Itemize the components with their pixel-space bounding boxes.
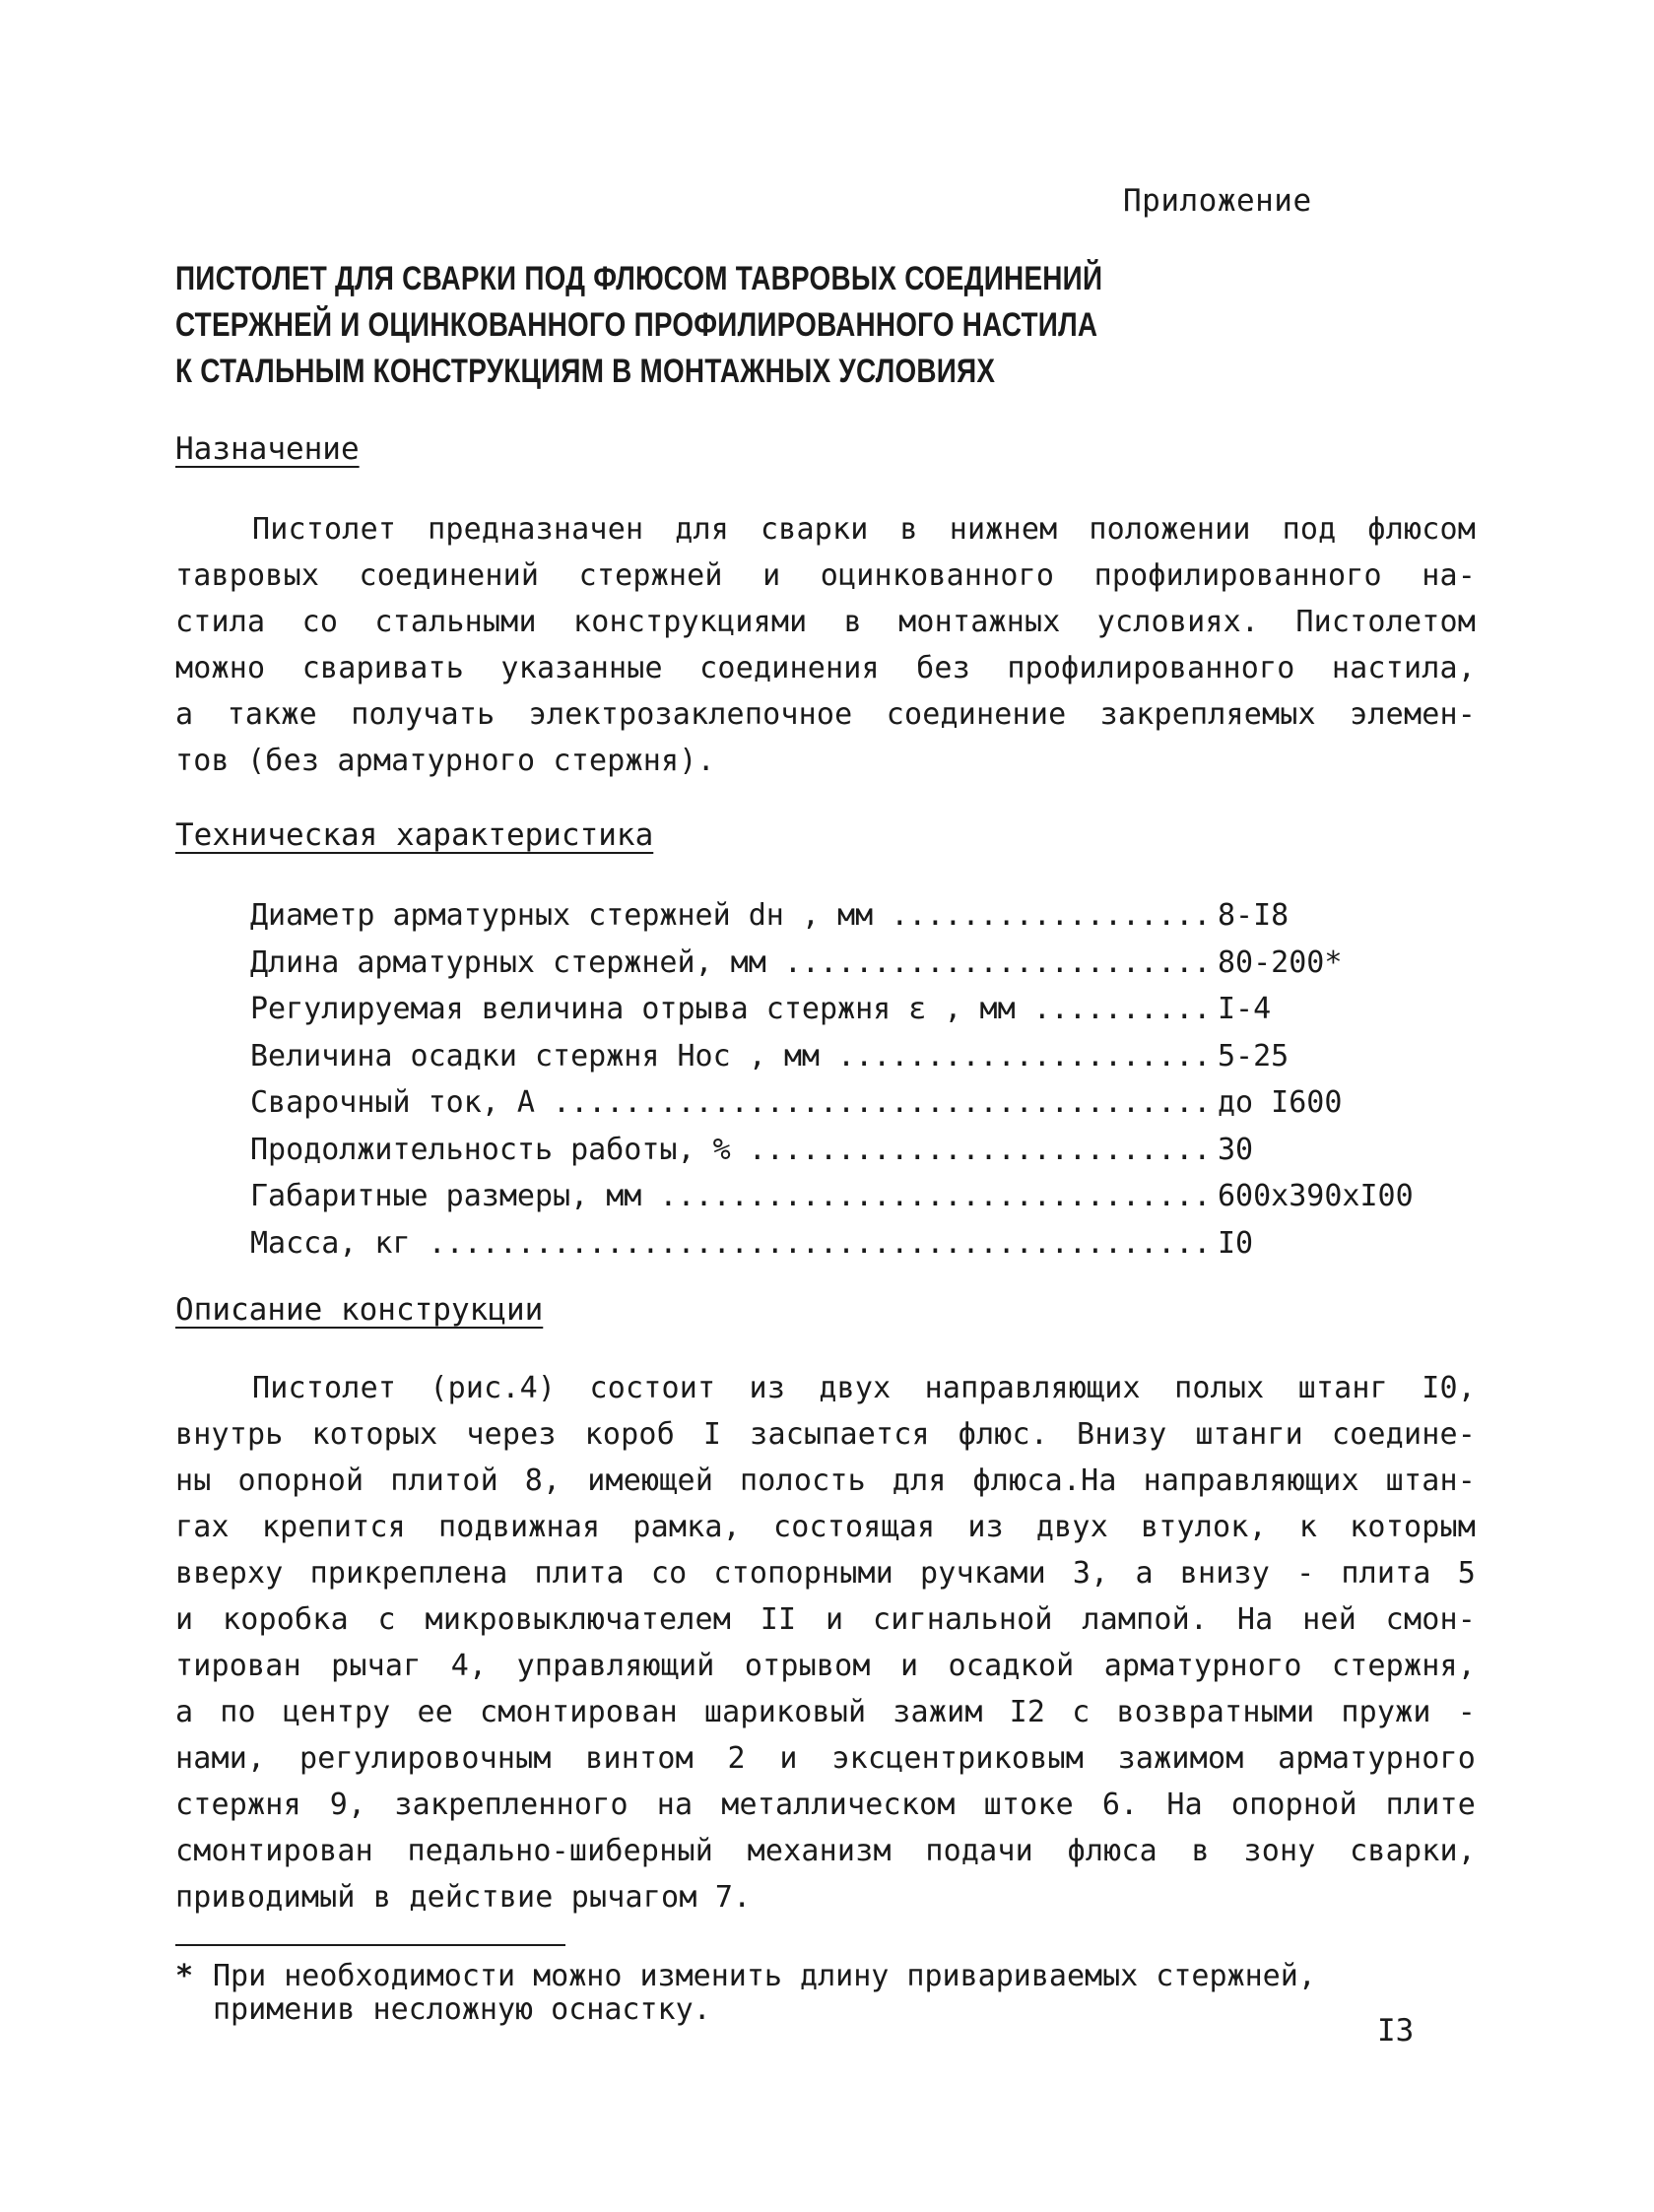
purpose-line: Пистолет предназначен для сварки в нижнем положении под флюсом (252, 512, 1476, 547)
description-line: и коробка с микровыключателем II и сигнальной лампой. На ней смон- (175, 1602, 1476, 1637)
footnote-mark: * (175, 1959, 194, 1993)
description-line: гах крепится подвижная рамка, состоящая из двух втулок, к которым (175, 1510, 1476, 1544)
description-line: ны опорной плитой 8, имеющей полость для флюса.На направляющих штан- (175, 1464, 1476, 1498)
footnote-text: применив несложную оснастку. (213, 1992, 711, 2027)
spec-label: Габаритные размеры, мм ..... (250, 1173, 1212, 1220)
description-line: вверху прикреплена плита со стопорными ручками 3, а внизу - плита 5 (175, 1556, 1476, 1591)
spec-value: до I600 (1218, 1085, 1343, 1120)
spec-row (250, 1079, 1482, 1127)
title-line: К СТАЛЬНЫМ КОНСТРУКЦИЯМ В МОНТАЖНЫХ УСЛОВИЯХ (175, 353, 996, 390)
spec-value: I0 (1218, 1225, 1254, 1261)
spec-label: Сварочный ток, А ..... (250, 1079, 1212, 1127)
purpose-line: тов (без арматурного стержня). (175, 744, 715, 778)
spec-value: I-4 (1218, 992, 1272, 1026)
spec-label: Диаметр арматурных стержней dн , мм ..... (250, 892, 1212, 940)
spec-label: Длина арматурных стержней, мм ..... (250, 940, 1212, 987)
description-line: смонтирован педально-шиберный механизм подачи флюса в зону сварки, (175, 1834, 1476, 1868)
purpose-line: можно сваривать указанные соединения без профилированного настила, (175, 651, 1476, 685)
footnote-text: При необходимости можно изменить длину привариваемых стержней, (213, 1959, 1316, 1993)
page-number: I3 (1377, 2013, 1415, 2049)
description-line: приводимый в действие рычагом 7. (175, 1880, 752, 1915)
spec-value: 600x390xI00 (1218, 1179, 1414, 1213)
spec-label: Масса, кг ..... (250, 1220, 1212, 1268)
spec-row (250, 986, 1482, 1033)
purpose-line: стила со стальными конструкциями в монтажных условиях. Пистолетом (175, 605, 1476, 639)
spec-value: 5-25 (1218, 1038, 1290, 1073)
specs-heading: Техническая характеристика (175, 817, 654, 853)
title-line: СТЕРЖНЕЙ И ОЦИНКОВАННОГО ПРОФИЛИРОВАННОГО НАСТИЛА (175, 306, 1098, 344)
description-line: нами, регулировочным винтом 2 и эксцентриковым зажимом арматурного (175, 1741, 1476, 1776)
specs-list (250, 892, 1482, 1267)
spec-row (250, 1220, 1482, 1268)
purpose-line: тавровых соединений стержней и оцинкованного профилированного на- (175, 558, 1476, 593)
purpose-heading: Назначение (175, 431, 360, 467)
purpose-line: а также получать электрозаклепочное соединение закрепляемых элемен- (175, 697, 1476, 732)
purpose-paragraph (175, 506, 1476, 784)
spec-row (250, 1173, 1482, 1220)
spec-value: 80-200* (1218, 944, 1343, 980)
description-line: Пистолет (рис.4) состоит из двух направляющих полых штанг I0, (252, 1371, 1476, 1405)
footnote (175, 1960, 1456, 2027)
description-paragraph (175, 1365, 1476, 1920)
spec-row (250, 1033, 1482, 1080)
document-title (175, 256, 1225, 395)
spec-value: 30 (1218, 1132, 1254, 1167)
appendix-label: Приложение (1123, 183, 1312, 219)
spec-row (250, 892, 1482, 940)
spec-label: Продолжительность работы, % ..... (250, 1127, 1212, 1174)
title-line: ПИСТОЛЕТ ДЛЯ СВАРКИ ПОД ФЛЮСОМ ТАВРОВЫХ СОЕДИНЕНИЙ (175, 260, 1103, 297)
spec-label: Величина осадки стержня Hос , мм ..... (250, 1033, 1212, 1080)
description-heading: Описание конструкции (175, 1292, 544, 1328)
description-line: внутрь которых через короб I засыпается флюс. Внизу штанги соедине- (175, 1417, 1476, 1452)
spec-row (250, 940, 1482, 987)
spec-row (250, 1127, 1482, 1174)
footnote-divider (175, 1944, 565, 1946)
description-line: а по центру ее смонтирован шариковый зажим I2 с возвратными пружи - (175, 1695, 1476, 1729)
spec-label: Регулируемая величина отрыва стержня ε , мм ..... (250, 986, 1212, 1033)
spec-value: 8-I8 (1218, 898, 1290, 933)
description-line: тирован рычаг 4, управляющий отрывом и осадкой арматурного стержня, (175, 1649, 1476, 1683)
description-line: стержня 9, закрепленного на металлическом штоке 6. На опорной плите (175, 1788, 1476, 1822)
